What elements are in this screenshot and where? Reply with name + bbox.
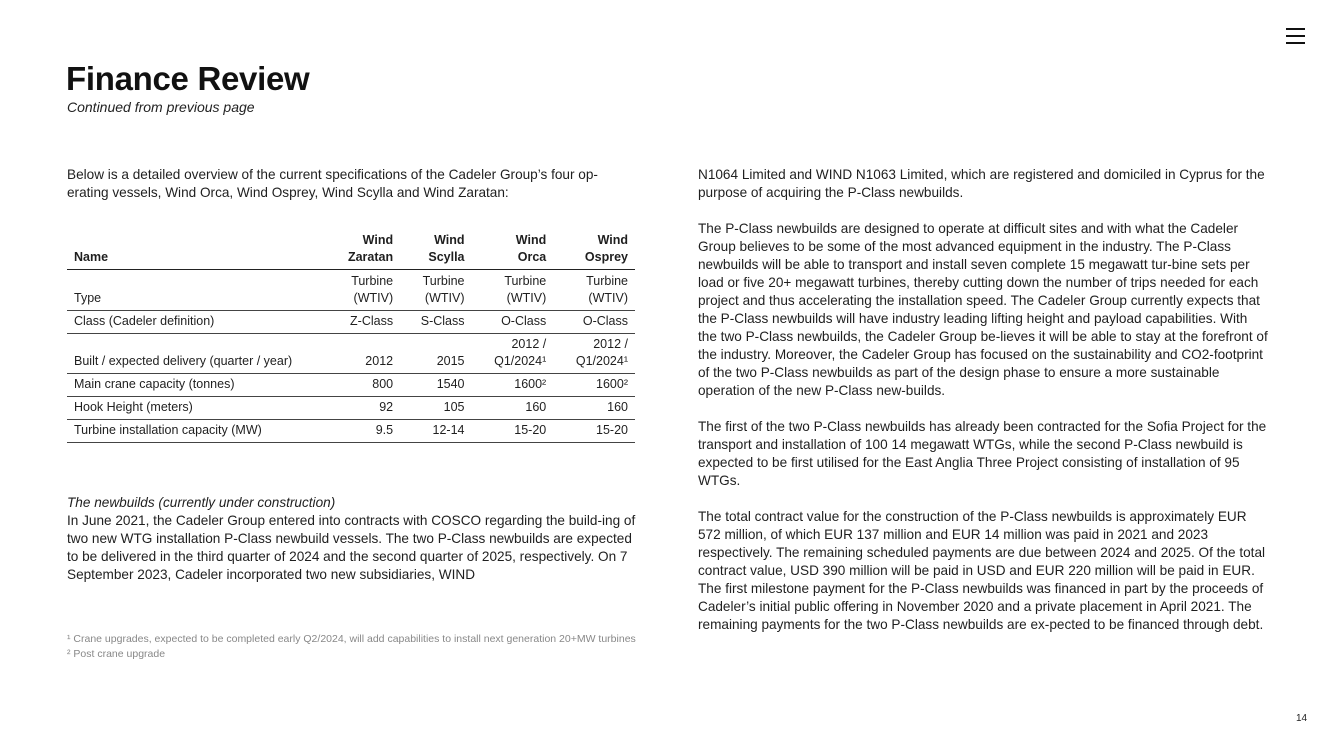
table-cell: 160 (553, 397, 635, 420)
table-row (67, 420, 635, 443)
newbuilds-paragraph: In June 2021, the Cadeler Group entered into contracts with COSCO regarding the build-ing of two new WTG installation P-Class newbuild vessels. The two P-Class newbuilds are expected to be delivered in the third quarter of 2024 and the second quarter of 2025, respectively. On 7 September 2023, Cadeler incorporated two new subsidiaries, WIND (67, 513, 636, 582)
table-cell: 2012 / Q1/2024¹ (553, 334, 635, 374)
column-header-wind-scylla: Wind Scylla (400, 230, 471, 270)
table-cell: 2012 (327, 334, 400, 374)
newbuilds-heading: The newbuilds (currently under construction) (67, 495, 336, 510)
row-label: Class (Cadeler definition) (67, 311, 327, 334)
table-cell: 15-20 (553, 420, 635, 443)
table-row (67, 397, 635, 420)
row-label: Built / expected delivery (quarter / year) (67, 334, 327, 374)
table-cell: Turbine (WTIV) (400, 270, 471, 311)
newbuilds-section (67, 494, 639, 584)
column-header-wind-zaratan: Wind Zaratan (327, 230, 400, 270)
right-paragraph-4: The total contract value for the construction of the P-Class newbuilds is approximately EUR 572 million, of which EUR 137 million and EUR 14 million was paid in 2021 and 2023 respectively. The remaining scheduled payments are due between 2024 and 2025. Of the total contract value, USD 390 million will be paid in USD and EUR 220 million will be paid in EUR. The first milestone payment for the P-Class newbuilds was financed in part by the proceeds of Cadeler’s initial public offering in November 2020 and a private placement in April 2021. The remaining payments for the two P-Class newbuilds are ex-pected to be financed through debt. (698, 509, 1266, 632)
row-label: Type (67, 270, 327, 311)
footnote-2: ² Post crane upgrade (67, 648, 166, 660)
table-cell: Turbine (WTIV) (472, 270, 554, 311)
intro-paragraph: Below is a detailed overview of the current specifications of the Cadeler Group’s four op-erating vessels, Wind Orca, Wind Osprey, Wind Scylla and Wind Zaratan: (67, 167, 598, 200)
table-cell: 92 (327, 397, 400, 420)
right-column (698, 166, 1268, 652)
table-cell: Turbine (WTIV) (327, 270, 400, 311)
table-row (67, 311, 635, 334)
page-title: Finance Review (66, 60, 310, 97)
vessel-spec-table (67, 230, 635, 443)
footnote-1: ¹ Crane upgrades, expected to be completed early Q2/2024, will add capabilities to install next generation 20+MW turbines (67, 633, 636, 645)
table-cell: 160 (472, 397, 554, 420)
table-row (67, 270, 635, 311)
table-cell: O-Class (553, 311, 635, 334)
table-cell: 9.5 (327, 420, 400, 443)
table-row (67, 334, 635, 374)
table-header-row (67, 230, 635, 270)
table-cell: 1600² (553, 374, 635, 397)
table-cell: 2012 / Q1/2024¹ (472, 334, 554, 374)
column-header-name: Name (67, 230, 327, 270)
table-cell: S-Class (400, 311, 471, 334)
table-cell: 105 (400, 397, 471, 420)
table-cell: O-Class (472, 311, 554, 334)
hamburger-menu-icon[interactable] (1286, 27, 1306, 45)
table-cell: 800 (327, 374, 400, 397)
page-subtitle: Continued from previous page (67, 99, 255, 115)
table-cell: Turbine (WTIV) (553, 270, 635, 311)
row-label: Main crane capacity (tonnes) (67, 374, 327, 397)
table-cell: 1540 (400, 374, 471, 397)
right-paragraph-1: N1064 Limited and WIND N1063 Limited, which are registered and domiciled in Cyprus for the purpose of acquiring the P-Class newbuilds. (698, 167, 1265, 200)
table-cell: 15-20 (472, 420, 554, 443)
row-label: Hook Height (meters) (67, 397, 327, 420)
row-label: Turbine installation capacity (MW) (67, 420, 327, 443)
column-header-wind-osprey: Wind Osprey (553, 230, 635, 270)
table-cell: 1600² (472, 374, 554, 397)
page-number: 14 (1296, 713, 1308, 724)
column-header-wind-orca: Wind Orca (472, 230, 554, 270)
table-row (67, 374, 635, 397)
right-paragraph-2: The P-Class newbuilds are designed to operate at difficult sites and with what the Cadeler Group believes to be some of the most advanced equipment in the industry. The P-Class newbuilds will be able to transport and install seven complete 15 megawatt tur-bine sets per load or five 20+ megawatt turbines, thereby cutting down the number of trips needed for each project and thus accelerating the installation speed. The Cadeler Group currently expects that the P-Class newbuilds will have industry leading lifting height and payload capabilities. With the two P-Class newbuilds, the Cadeler Group be-lieves it will be able to stay at the forefront of the industry. Moreover, the Cadeler Group has focused on the sustainability and CO2-footprint of the two P-Class newbuilds as part of the design phase to ensure a more sustainable operation of the new P-Class new-builds. (698, 221, 1268, 398)
right-paragraph-3: The first of the two P-Class newbuilds has already been contracted for the Sofia Project for the transport and installation of 100 14 megawatt WTGs, while the second P-Class newbuild is expected to be first utilised for the East Anglia Three Project consisting of installation of 95 WTGs. (698, 419, 1267, 488)
table-cell: 12-14 (400, 420, 471, 443)
footnotes (67, 632, 657, 662)
table-cell: Z-Class (327, 311, 400, 334)
table-cell: 2015 (400, 334, 471, 374)
